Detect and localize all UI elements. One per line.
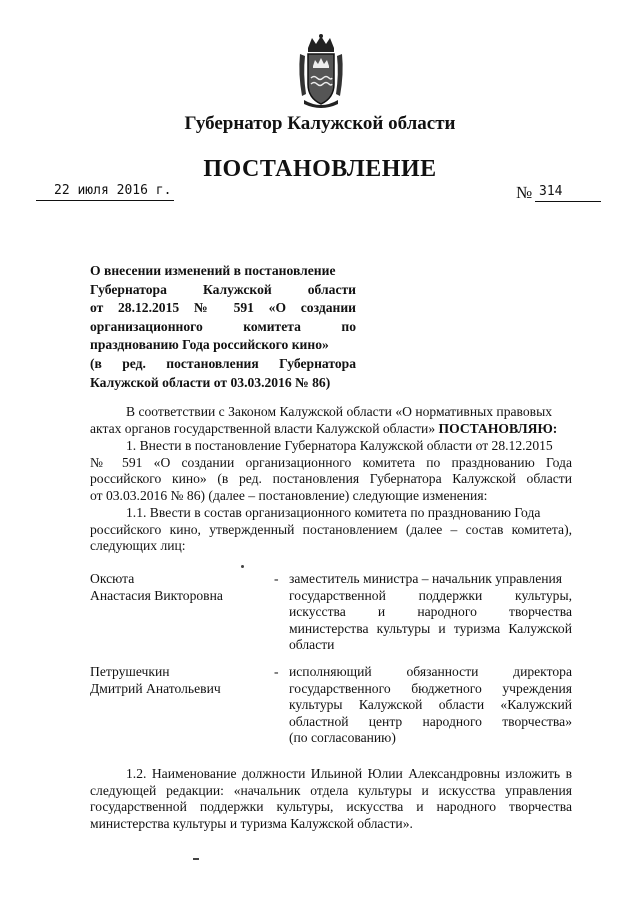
item-1-line: российского кино» (в ред. постановления Губернатора Калужской области <box>90 471 572 487</box>
role-line: области <box>289 637 335 653</box>
item-1-line: 1. Внести в постановление Губернатора Калужской области от 28.12.2015 <box>126 438 553 453</box>
preamble-line <box>90 421 572 438</box>
kaluga-coat-of-arms-icon <box>294 34 348 110</box>
authority-title: Губернатор Калужской области <box>184 113 456 134</box>
member-given-names: Анастасия Викторовна <box>90 587 223 603</box>
decree-word: ПОСТАНОВЛЯЮ: <box>438 420 558 436</box>
document-type: ПОСТАНОВЛЕНИЕ <box>203 156 437 182</box>
member-name <box>90 571 270 604</box>
member-surname: Петрушечкин <box>90 664 170 679</box>
document-number-field <box>535 183 601 202</box>
item-1-1-line: следующих лиц: <box>90 538 186 554</box>
preamble-text: актах органов государственной власти Калужской области» <box>90 420 439 436</box>
item-1-2-line: государственной поддержки культуры, искусства и народного творчества <box>90 799 572 815</box>
document-number: 314 <box>539 184 563 199</box>
preamble-line: В соответствии с Законом Калужской области «О нормативных правовых <box>126 404 552 419</box>
member-role <box>289 664 572 747</box>
role-line: министерства культуры и туризма Калужской <box>289 620 572 636</box>
item-1-2-line: 1.2. Наименование должности Ильиной Юлии Александровны изложить в <box>126 766 572 781</box>
role-line: заместитель министра – начальник управления <box>289 571 563 586</box>
item-1-paragraph <box>90 438 572 504</box>
subject-line: (в ред. постановления Губернатора <box>90 355 356 371</box>
preamble-paragraph <box>90 404 572 437</box>
subject-line: празднованию Года российского кино» <box>90 337 329 353</box>
document-date: 22 июля 2016 г. <box>54 183 172 198</box>
member-dash: - <box>274 571 279 586</box>
item-1-line: от 03.03.2016 № 86) (далее – постановление) следующие изменения: <box>90 487 488 503</box>
scan-speck <box>241 565 244 568</box>
subject-line: Губернатора Калужской области <box>90 281 356 297</box>
item-1-2-paragraph <box>90 766 572 832</box>
member-role <box>289 571 572 654</box>
subject-line: О внесении изменений в постановление <box>90 263 336 278</box>
document-date-field <box>36 181 174 201</box>
item-1-1-paragraph <box>90 505 572 555</box>
role-line: искусства и народного творчества <box>289 604 572 620</box>
scan-speck <box>193 858 199 860</box>
item-1-2-line: следующей редакции: «начальник отдела культуры и искусства управления <box>90 782 572 798</box>
role-line: исполняющий обязанности директора <box>289 664 572 679</box>
member-dash: - <box>274 664 279 679</box>
subject-line: Калужской области от 03.03.2016 № 86) <box>90 374 331 390</box>
member-given-names: Дмитрий Анатольевич <box>90 680 221 696</box>
role-line: государственной поддержки культуры, <box>289 587 572 603</box>
number-label: № <box>516 183 533 202</box>
role-line: культуры Калужской области «Калужский <box>289 697 572 713</box>
item-1-2-line: министерства культуры и туризма Калужской области». <box>90 815 413 831</box>
member-name <box>90 664 270 697</box>
subject-line: организационного комитета по <box>90 318 356 334</box>
item-1-1-line: 1.1. Ввести в состав организационного комитета по празднованию Года <box>126 505 541 520</box>
item-1-line: № 591 «О создании организационного комитета по празднованию Года <box>90 454 572 470</box>
document-subject <box>90 262 356 392</box>
role-line: (по согласованию) <box>289 730 396 746</box>
item-1-1-line: российского кино, утвержденный постановлением (далее – состав комитета), <box>90 521 572 537</box>
member-surname: Оксюта <box>90 571 135 586</box>
role-line: государственного бюджетного учреждения <box>289 680 572 696</box>
role-line: областной центр народного творчества» <box>289 713 572 729</box>
subject-line: от 28.12.2015 № 591 «О создании <box>90 300 356 316</box>
